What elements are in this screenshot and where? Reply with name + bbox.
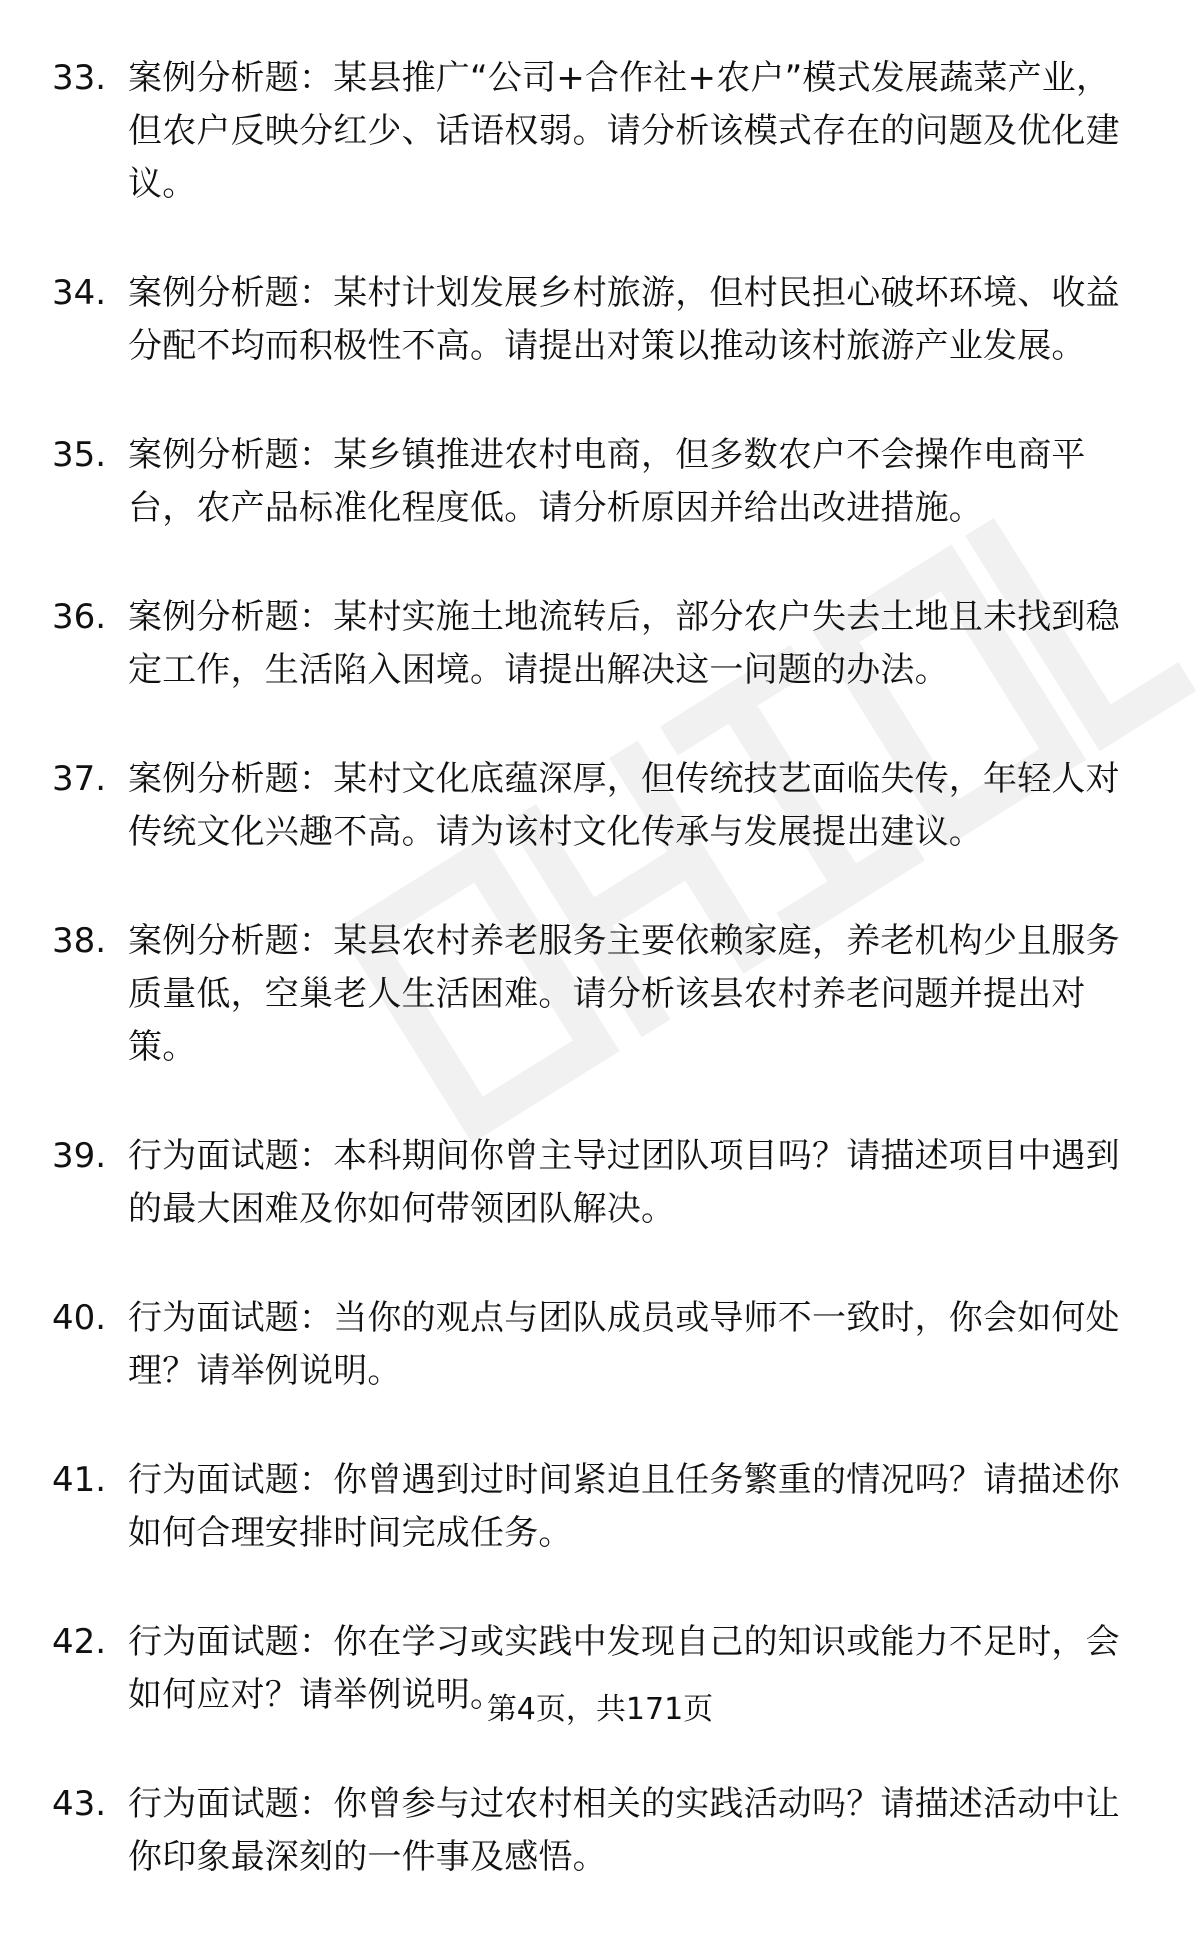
question-number: 33. — [52, 58, 107, 98]
question-text: 案例分析题：某县农村养老服务主要依赖家庭，养老机构少且服务质量低，空巢老人生活困难。请分析该县农村养老问题并提出对策。 — [128, 921, 1120, 1067]
list-item — [0, 1292, 1200, 1398]
question-number: 41. — [52, 1460, 107, 1500]
question-text: 行为面试题：你曾遇到过时间紧迫且任务繁重的情况吗？请描述你如何合理安排时间完成任务。 — [128, 1460, 1120, 1553]
question-text: 案例分析题：某乡镇推进农村电商，但多数农户不会操作电商平台，农产品标准化程度低。请分析原因并给出改进措施。 — [128, 435, 1086, 528]
list-item — [0, 915, 1200, 1074]
question-number: 36. — [52, 597, 107, 637]
list-item — [0, 52, 1200, 211]
question-number: 40. — [52, 1298, 107, 1338]
list-item — [0, 1130, 1200, 1236]
question-list — [0, 52, 1200, 1940]
question-number: 38. — [52, 921, 107, 961]
question-text: 行为面试题：当你的观点与团队成员或导师不一致时，你会如何处理？请举例说明。 — [128, 1298, 1120, 1391]
question-text: 行为面试题：你曾参与过农村相关的实践活动吗？请描述活动中让你印象最深刻的一件事及感悟。 — [128, 1784, 1120, 1877]
question-text: 案例分析题：某县推广“公司+合作社+农户”模式发展蔬菜产业，但农户反映分红少、话语权弱。请分析该模式存在的问题及优化建议。 — [128, 58, 1120, 204]
question-number: 35. — [52, 435, 107, 475]
question-text: 行为面试题：你在学习或实践中发现自己的知识或能力不足时，会如何应对？请举例说明。 — [128, 1622, 1120, 1715]
question-number: 39. — [52, 1136, 107, 1176]
question-number: 43. — [52, 1784, 107, 1824]
list-item — [0, 429, 1200, 535]
question-number: 34. — [52, 273, 107, 313]
page-number: 第4页，共171页 — [486, 1692, 714, 1727]
list-item — [0, 1778, 1200, 1884]
list-item — [0, 267, 1200, 373]
list-item — [0, 591, 1200, 697]
question-text: 行为面试题：本科期间你曾主导过团队项目吗？请描述项目中遇到的最大困难及你如何带领团队解决。 — [128, 1136, 1120, 1229]
question-number: 42. — [52, 1622, 107, 1662]
question-text: 案例分析题：某村实施土地流转后，部分农户失去土地且未找到稳定工作，生活陷入困境。请提出解决这一问题的办法。 — [128, 597, 1120, 690]
list-item — [0, 1454, 1200, 1560]
question-number: 37. — [52, 759, 107, 799]
list-item — [0, 753, 1200, 859]
question-text: 案例分析题：某村计划发展乡村旅游，但村民担心破坏环境、收益分配不均而积极性不高。请提出对策以推动该村旅游产业发展。 — [128, 273, 1120, 366]
question-text: 案例分析题：某村文化底蕴深厚，但传统技艺面临失传，年轻人对传统文化兴趣不高。请为该村文化传承与发展提出建议。 — [128, 759, 1120, 852]
